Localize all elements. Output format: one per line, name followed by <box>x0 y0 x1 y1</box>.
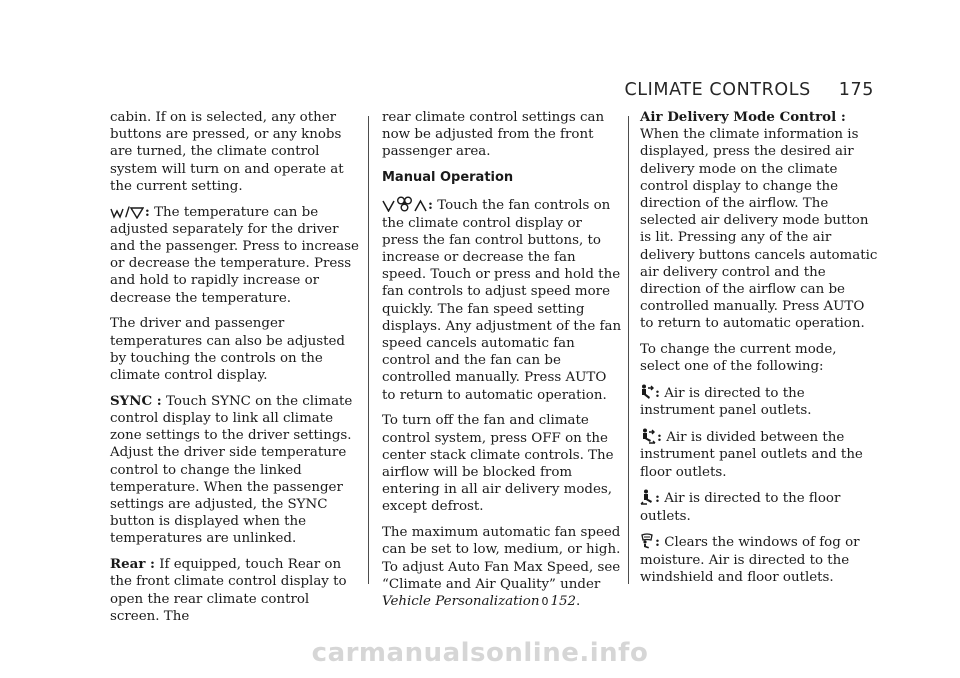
vent-mode-paragraph <box>640 384 880 419</box>
paragraph: To turn off the fan and climate control system, press OFF on the center stack climate controls. The airflow will be blocked from entering in all air delivery modes, except defrost. <box>382 413 614 515</box>
temperature-paragraph <box>110 204 362 307</box>
column-divider <box>628 116 629 584</box>
section-title: CLIMATE CONTROLS <box>624 80 811 100</box>
sync-paragraph <box>110 393 362 548</box>
icon-separator: / <box>125 203 130 220</box>
column-2 <box>382 109 622 619</box>
column-divider <box>368 116 369 584</box>
temperature-up-icon <box>110 207 124 219</box>
icon-colon: : <box>657 429 662 446</box>
fan-paragraph <box>382 196 622 403</box>
sync-text: Touch SYNC on the climate control display to link all climate zone settings to the driver settings. Adjust the driver side temperature control to change the linked temperature. When the passenger settings are adjusted, the SYNC button is displayed when the temperatures are unlinked. <box>110 393 353 547</box>
fan-icon <box>396 196 413 212</box>
defog-mode-icon <box>640 533 654 549</box>
watermark: carmanualsonline.info <box>311 638 649 668</box>
temperature-down-icon <box>130 207 144 219</box>
page-number: 175 <box>838 80 874 100</box>
page-reference-symbol: 0 <box>541 595 549 609</box>
rear-paragraph <box>110 556 362 625</box>
bilevel-mode-icon <box>640 428 656 444</box>
icon-colon: : <box>144 203 150 220</box>
floor-mode-paragraph <box>640 489 880 524</box>
floor-mode-text: Air is directed to the floor outlets. <box>640 491 841 524</box>
column-1 <box>110 109 362 634</box>
icon-colon: : <box>655 534 660 551</box>
page-header <box>624 80 874 100</box>
column-3 <box>640 109 880 595</box>
floor-mode-icon <box>640 489 654 505</box>
sync-lead: SYNC : <box>110 392 162 409</box>
auto-fan-text: The maximum automatic fan speed can be set to low, medium, or high. To adjust Auto Fan Max Speed, see “Climate and Air Quality” under <box>382 525 621 592</box>
vent-mode-icon <box>640 384 654 400</box>
auto-fan-paragraph <box>382 524 622 610</box>
air-delivery-text: When the climate information is displayed, press the desired air delivery mode on the climate control display to change the direction of the airflow. The selected air delivery mode button is lit. Pressing any of the air delivery buttons cancels automatic air delivery control and the direction of the airflow can be controlled manually. Press AUTO to return to automatic operation. <box>640 127 878 332</box>
fan-down-icon <box>382 199 395 212</box>
icon-colon: : <box>428 197 433 214</box>
air-delivery-paragraph <box>640 109 880 333</box>
vent-mode-text: Air is directed to the instrument panel outlets. <box>640 386 812 419</box>
icon-colon: : <box>655 385 660 402</box>
paragraph: To change the current mode, select one of the following: <box>640 342 837 375</box>
rear-lead: Rear : <box>110 556 155 573</box>
rear-text: If equipped, touch Rear on the front climate control display to open the rear climate control screen. The <box>110 557 347 624</box>
cross-reference-page: 152 <box>550 594 577 610</box>
defog-mode-paragraph <box>640 533 880 586</box>
fan-up-icon <box>414 199 427 212</box>
defog-mode-text: Clears the windows of fog or moisture. Air is directed to the windshield and floor outlets. <box>640 535 860 585</box>
paragraph: cabin. If on is selected, any other buttons are pressed, or any knobs are turned, the climate control system will turn on and operate at the current setting. <box>110 110 344 194</box>
paragraph: rear climate control settings can now be adjusted from the front passenger area. <box>382 110 605 160</box>
bilevel-mode-text: Air is divided between the instrument panel outlets and the floor outlets. <box>640 430 863 480</box>
temperature-text: The temperature can be adjusted separately for the driver and the passenger. Press to increase or decrease the temperature. Press and hold to rapidly increase or decrease the temperature. <box>110 204 359 306</box>
period: . <box>576 594 581 610</box>
bilevel-mode-paragraph <box>640 428 880 481</box>
section-heading: Manual Operation <box>382 170 514 186</box>
fan-text: Touch the fan controls on the climate control display or press the fan control buttons, to increase or decrease the fan speed. Touch or press and hold the fan controls to adjust speed more quickly. The fan speed setting displays. Any adjustment of the fan speed cancels automatic fan control and the fan can be controlled manually. Press AUTO to return to automatic operation. <box>382 198 622 403</box>
cross-reference-title: Vehicle Personalization <box>382 594 540 610</box>
paragraph: The driver and passenger temperatures can also be adjusted by touching the controls on the climate control display. <box>110 316 345 384</box>
air-delivery-lead: Air Delivery Mode Control : <box>640 109 846 125</box>
icon-colon: : <box>655 490 660 507</box>
